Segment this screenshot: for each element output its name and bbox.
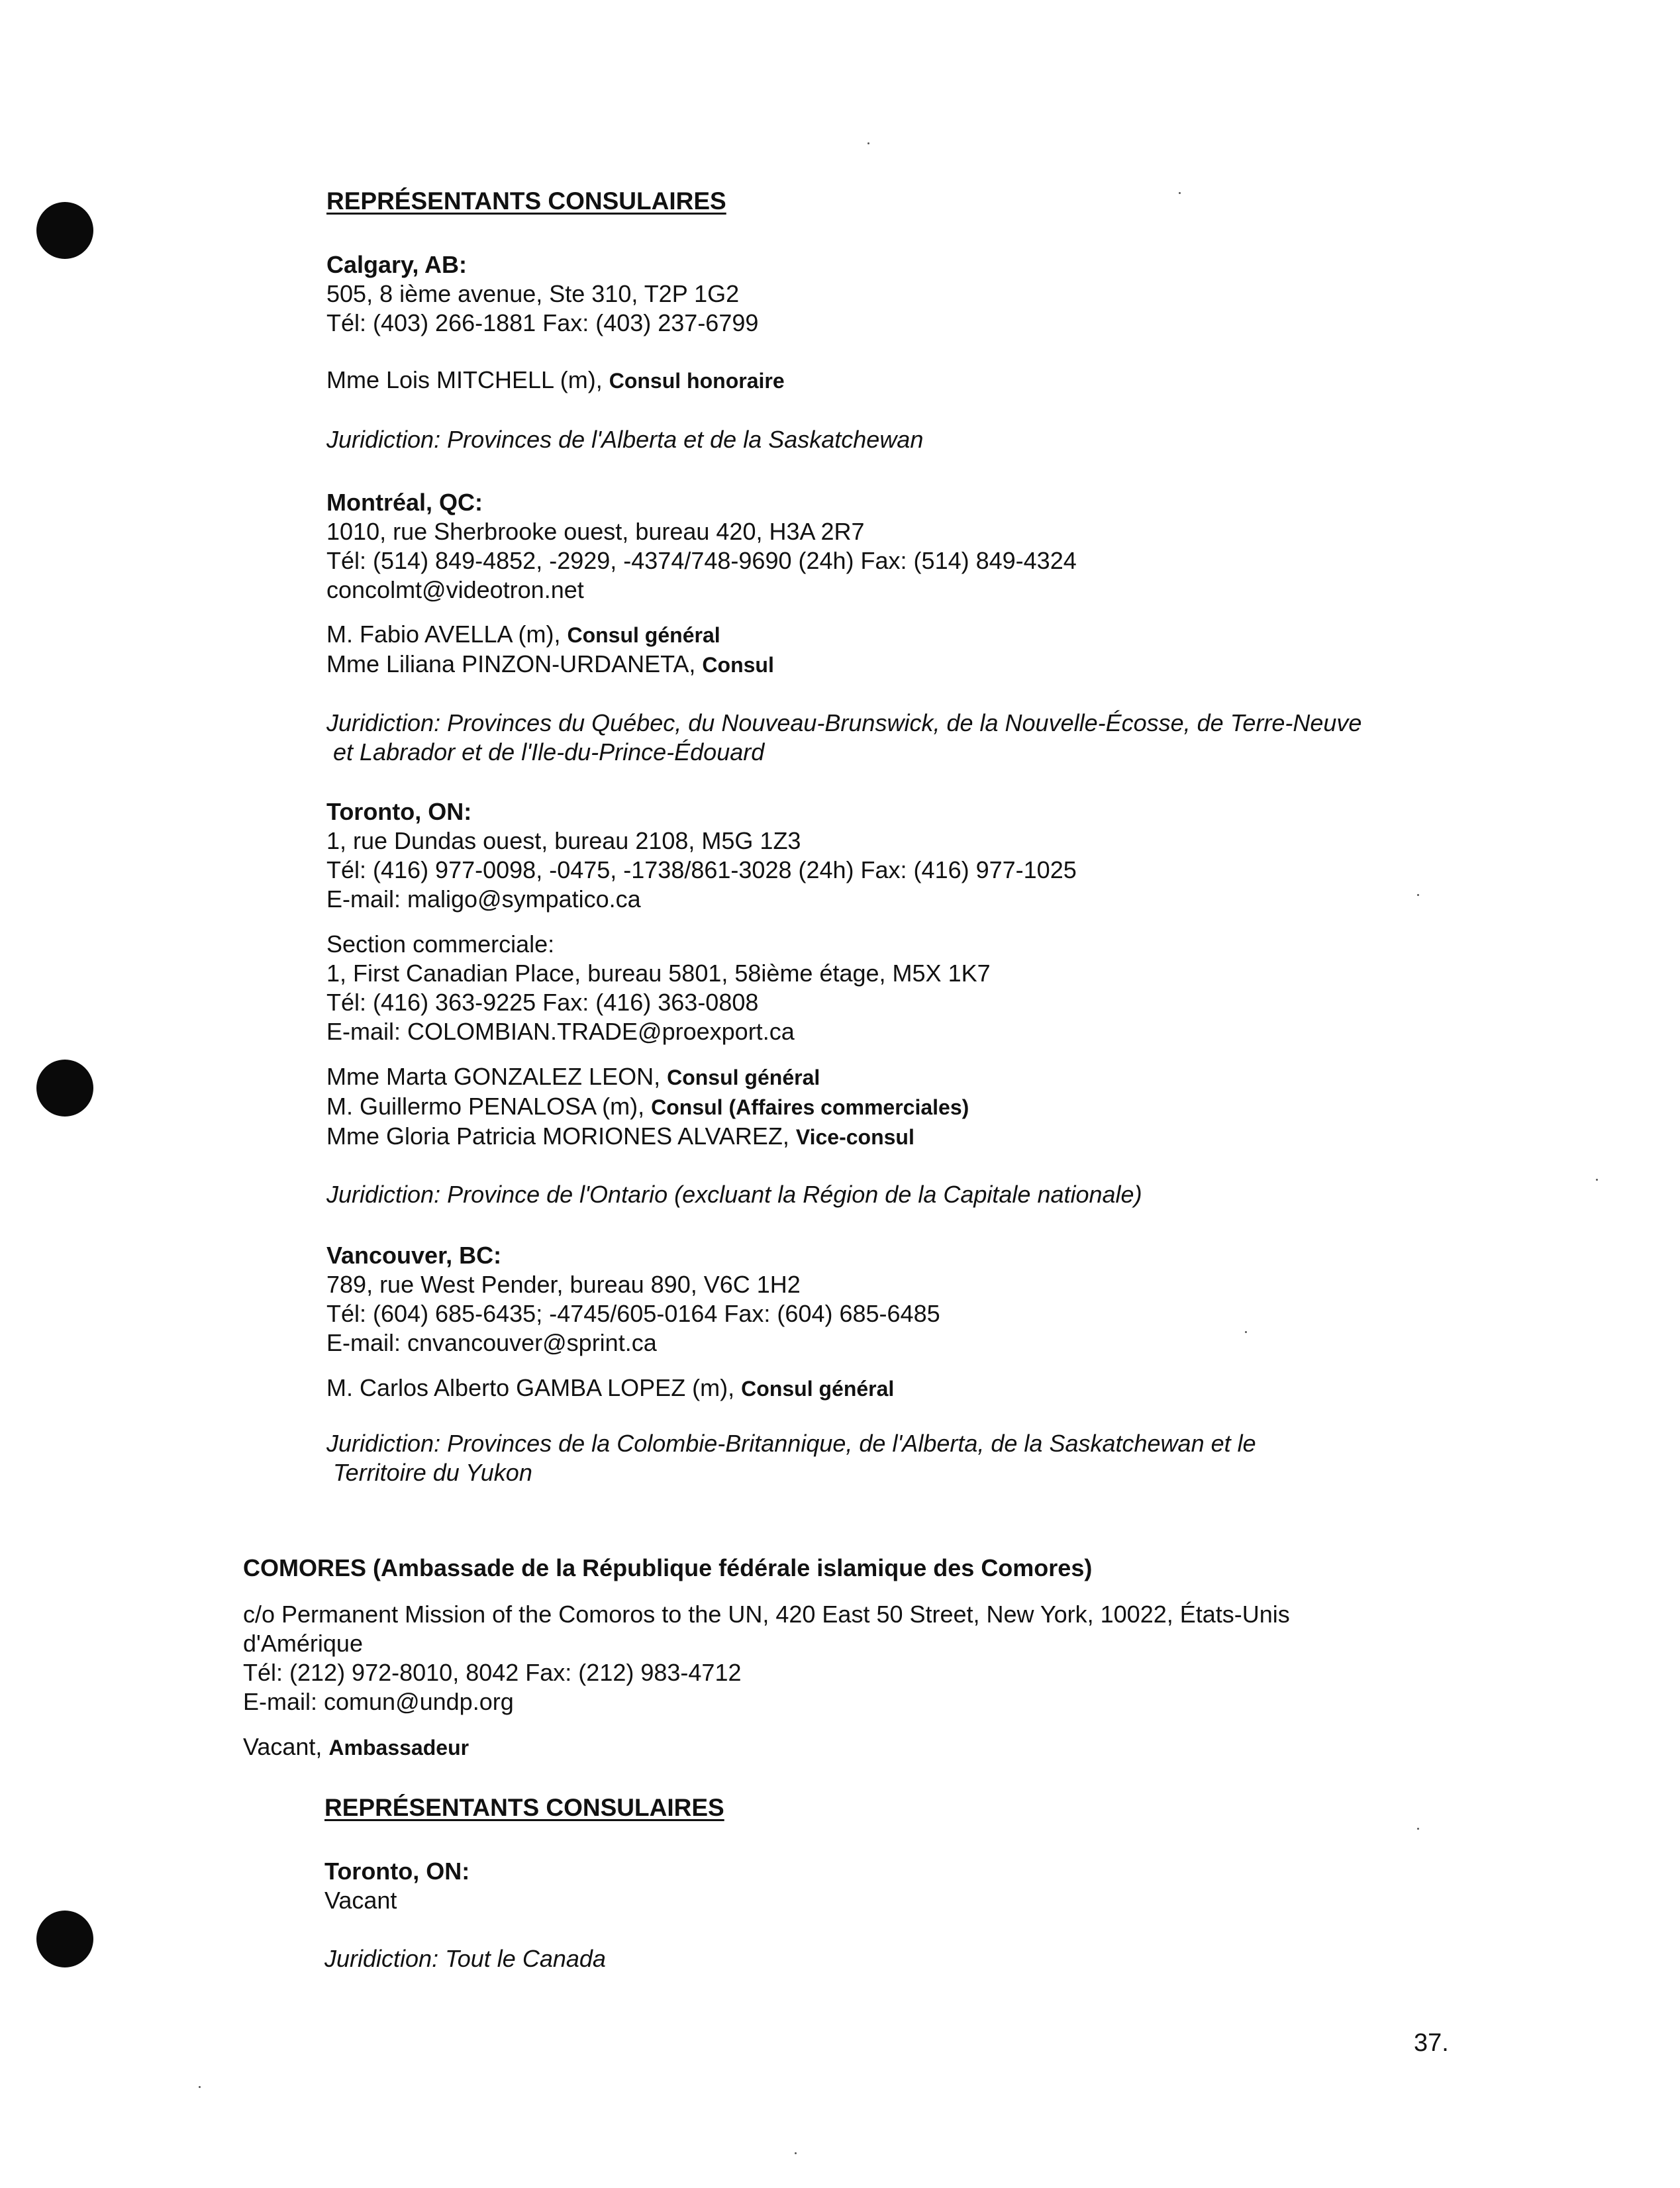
phone-fax: Tél: (416) 363-9225 Fax: (416) 363-0808 — [326, 989, 759, 1016]
vancouver-entry — [326, 1241, 940, 1358]
scan-speck — [867, 142, 869, 144]
jurisdiction-text-cont: et Labrador et de l'Ile-du-Prince-Édouard — [333, 738, 765, 766]
phone-fax: Tél: (212) 972-8010, 8042 Fax: (212) 983-4712 — [243, 1659, 742, 1686]
calgary-jurisdiction — [326, 425, 923, 454]
officer-name: Vacant, — [243, 1733, 329, 1760]
city-heading: Calgary, AB: — [326, 251, 468, 278]
officer-name: Mme Liliana PINZON-URDANETA, — [326, 650, 703, 677]
address: 789, rue West Pender, bureau 890, V6C 1H2 — [326, 1271, 801, 1298]
email: E-mail: COLOMBIAN.TRADE@proexport.ca — [326, 1018, 795, 1045]
page-number: 37. — [1414, 2029, 1449, 2057]
email: E-mail: comun@undp.org — [243, 1688, 514, 1715]
comores-consular-reps-section — [324, 1793, 724, 1822]
city-heading: Vancouver, BC: — [326, 1242, 502, 1269]
comores-entry — [243, 1600, 1290, 1716]
jurisdiction-text: Juridiction: Tout le Canada — [324, 1945, 606, 1972]
vacant-status: Vacant — [324, 1887, 397, 1914]
phone-fax: Tél: (403) 266-1881 Fax: (403) 237-6799 — [326, 309, 759, 336]
officer-name: Mme Lois MITCHELL (m), — [326, 366, 609, 393]
address: 1, First Canadian Place, bureau 5801, 58ième étage, M5X 1K7 — [326, 960, 991, 987]
city-heading: Toronto, ON: — [324, 1858, 470, 1885]
email: E-mail: cnvancouver@sprint.ca — [326, 1329, 657, 1356]
scan-speck — [199, 2086, 201, 2088]
consular-reps-section — [326, 187, 726, 216]
officer-title: Consul général — [667, 1066, 820, 1089]
address: 1010, rue Sherbrooke ouest, bureau 420, H3A 2R7 — [326, 518, 865, 545]
vancouver-jurisdiction — [326, 1429, 1256, 1487]
officer-name: M. Guillermo PENALOSA (m), — [326, 1093, 652, 1120]
comores-jurisdiction — [324, 1944, 606, 1973]
montreal-entry — [326, 488, 1077, 605]
phone-fax: Tél: (416) 977-0098, -0475, -1738/861-3028 (24h) Fax: (416) 977-1025 — [326, 856, 1077, 883]
jurisdiction-text: Juridiction: Provinces de l'Alberta et de la Saskatchewan — [326, 426, 924, 453]
toronto-commercial-section — [326, 930, 991, 1046]
officer-title: Vice-consul — [795, 1125, 914, 1149]
officer-name: M. Carlos Alberto GAMBA LOPEZ (m), — [326, 1374, 742, 1401]
address: 505, 8 ième avenue, Ste 310, T2P 1G2 — [326, 280, 740, 307]
address-cont: d'Amérique — [243, 1630, 363, 1657]
jurisdiction-text: Juridiction: Province de l'Ontario (excluant la Région de la Capitale nationale) — [326, 1181, 1142, 1208]
scan-speck — [795, 2152, 797, 2154]
montreal-jurisdiction — [326, 709, 1361, 767]
calgary-entry — [326, 250, 758, 338]
toronto-jurisdiction — [326, 1180, 1142, 1209]
jurisdiction-text: Juridiction: Provinces de la Colombie-Britannique, de l'Alberta, de la Saskatchewan et le — [326, 1430, 1256, 1457]
comores-heading-block — [243, 1554, 1092, 1583]
scan-speck — [1596, 1179, 1598, 1181]
commercial-label: Section commerciale: — [326, 930, 555, 958]
montreal-officers — [326, 620, 774, 679]
address: 1, rue Dundas ouest, bureau 2108, M5G 1Z3 — [326, 827, 801, 854]
officer-title: Consul général — [567, 623, 720, 647]
officer-title: Consul honoraire — [609, 369, 785, 393]
comores-ambassador — [243, 1732, 469, 1762]
jurisdiction-text: Juridiction: Provinces du Québec, du Nouveau-Brunswick, de la Nouvelle-Écosse, de Terre-Neuve — [326, 709, 1362, 736]
officer-title: Consul — [702, 653, 774, 677]
vancouver-officer — [326, 1373, 894, 1403]
section-heading: REPRÉSENTANTS CONSULAIRES — [324, 1794, 724, 1821]
phone-fax: Tél: (604) 685-6435; -4745/605-0164 Fax: (604) 685-6485 — [326, 1300, 940, 1327]
city-heading: Montréal, QC: — [326, 489, 483, 516]
officer-title: Consul général — [741, 1377, 895, 1401]
toronto-officers — [326, 1062, 969, 1152]
section-heading: REPRÉSENTANTS CONSULAIRES — [326, 187, 726, 215]
country-heading: COMORES (Ambassade de la République fédérale islamique des Comores) — [243, 1554, 1093, 1581]
scan-speck — [1179, 192, 1181, 194]
city-heading: Toronto, ON: — [326, 798, 472, 825]
jurisdiction-text-cont: Territoire du Yukon — [333, 1459, 532, 1486]
scan-speck — [1417, 894, 1419, 896]
punch-hole-top — [36, 202, 93, 259]
scan-speck — [1417, 1828, 1419, 1830]
comores-toronto-entry — [324, 1857, 469, 1915]
email: E-mail: maligo@sympatico.ca — [326, 885, 641, 913]
officer-name: Mme Marta GONZALEZ LEON, — [326, 1063, 667, 1090]
address: c/o Permanent Mission of the Comoros to the UN, 420 East 50 Street, New York, 10022, États-Unis — [243, 1601, 1290, 1628]
scan-speck — [1245, 1331, 1247, 1333]
officer-name: Mme Gloria Patricia MORIONES ALVAREZ, — [326, 1122, 796, 1150]
email: concolmt@videotron.net — [326, 576, 584, 603]
phone-fax: Tél: (514) 849-4852, -2929, -4374/748-9690 (24h) Fax: (514) 849-4324 — [326, 547, 1077, 574]
toronto-entry — [326, 797, 1077, 914]
calgary-officer — [326, 366, 785, 395]
punch-hole-bottom — [36, 1911, 93, 1967]
officer-title: Ambassadeur — [328, 1736, 469, 1760]
officer-title: Consul (Affaires commerciales) — [651, 1095, 969, 1119]
punch-hole-middle — [36, 1060, 93, 1117]
officer-name: M. Fabio AVELLA (m), — [326, 621, 568, 648]
